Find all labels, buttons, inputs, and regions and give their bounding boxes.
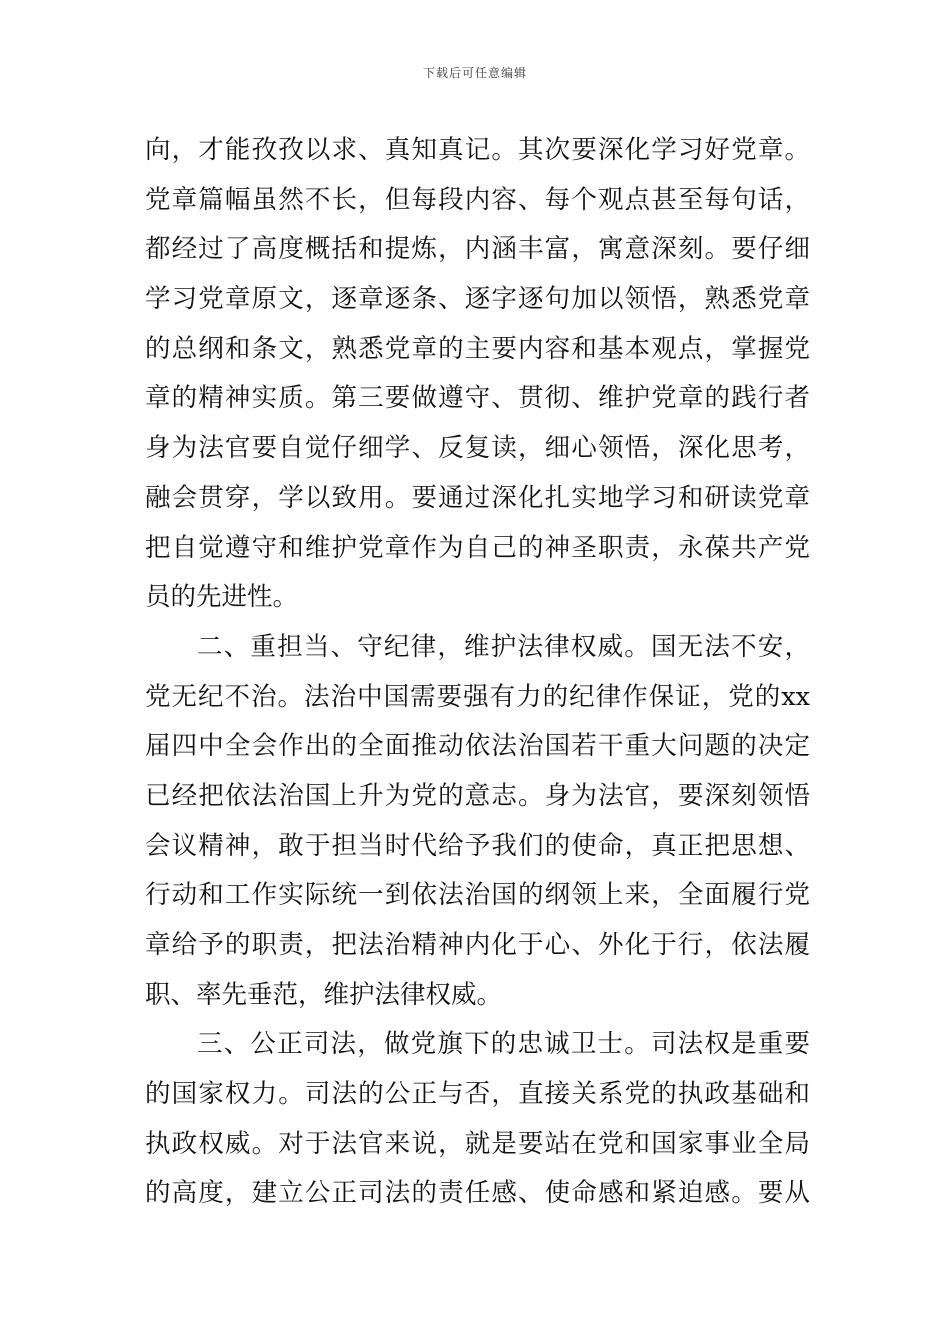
text-line: 党无纪不治。法治中国需要强有力的纪律作保证，党的xx	[145, 681, 810, 712]
text-line: 身为法官要自觉仔细学、反复读，细心领悟，深化思考，	[145, 433, 810, 464]
text-line: 都经过了高度概括和提炼，内涵丰富，寓意深刻。要仔细	[145, 234, 810, 265]
text-line: 执政权威。对于法官来说，就是要站在党和国家事业全局	[145, 1128, 810, 1159]
text-line: 职、率先垂范，维护法律权威。	[145, 979, 503, 1010]
text-line: 员的先进性。	[145, 582, 299, 613]
text-line: 把自觉遵守和维护党章作为自己的神圣职责，永葆共产党	[145, 532, 810, 563]
text-line: 章的精神实质。第三要做遵守、贯彻、维护党章的践行者	[145, 383, 810, 414]
text-line: 学习党章原文，逐章逐条、逐字逐句加以领悟，熟悉党章	[145, 284, 810, 315]
text-line: 会议精神，敢于担当时代给予我们的使命，真正把思想、	[145, 830, 810, 861]
text-line: 章给予的职责，把法治精神内化于心、外化于行，依法履	[145, 930, 810, 960]
text-line: 届四中全会作出的全面推动依法治国若干重大问题的决定	[145, 731, 810, 762]
text-line: 的总纲和条文，熟悉党章的主要内容和基本观点，掌握党	[145, 333, 810, 364]
paragraph-heading-2: 二、重担当、守纪律，维护法律权威。国无法不安，	[197, 631, 810, 662]
text-line: 融会贯穿，学以致用。要通过深化扎实地学习和研读党章	[145, 482, 810, 513]
document-body	[145, 126, 810, 1219]
header-note: 下载后可任意编辑	[422, 66, 527, 80]
paragraph-heading-3: 三、公正司法，做党旗下的忠诚卫士。司法权是重要	[197, 1029, 810, 1060]
text-line: 的国家权力。司法的公正与否，直接关系党的执政基础和	[145, 1079, 810, 1110]
text-line: 的高度，建立公正司法的责任感、使命感和紧迫感。要从	[145, 1178, 810, 1209]
text-line: 党章篇幅虽然不长，但每段内容、每个观点甚至每句话，	[145, 184, 810, 215]
text-line: 向，才能孜孜以求、真知真记。其次要深化学习好党章。	[145, 135, 810, 165]
text-line: 已经把依法治国上升为党的意志。身为法官，要深刻领悟	[145, 780, 810, 811]
text-line: 行动和工作实际统一到依法治国的纲领上来，全面履行党	[145, 880, 810, 911]
